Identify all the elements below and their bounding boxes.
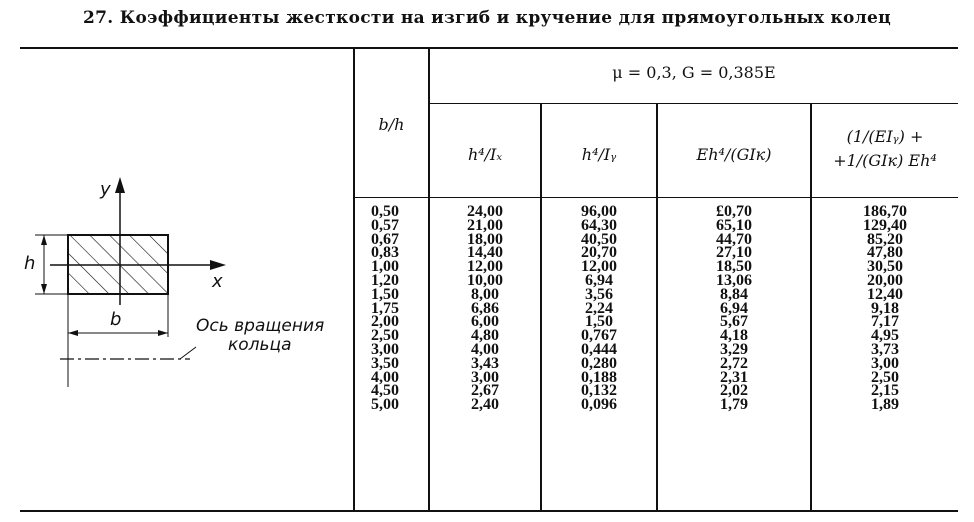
table-cell-c4: 2,15 [871, 382, 899, 400]
col4-header-line1: (1/(EIᵧ) + [846, 127, 924, 146]
table-cell-bh: 4,00 [371, 368, 399, 386]
b-label: b [110, 309, 122, 330]
table-cell-c1: 4,80 [471, 327, 499, 345]
ring-section-diagram [20, 47, 353, 512]
table-cell-c2: 20,70 [581, 244, 617, 262]
col2-values [542, 205, 656, 412]
section-rectangle [68, 235, 168, 294]
col4-header-line2: +1/(GIк) Eh⁴ [833, 151, 937, 170]
table-cell-c3: 1,79 [720, 396, 748, 414]
table-cell-bh: 0,67 [371, 230, 399, 248]
table-cell-bh: 2,00 [371, 313, 399, 331]
table-cell-c4: 186,70 [863, 203, 907, 220]
table-cell-c2: 0,096 [581, 396, 617, 414]
table-cell-c3: 27,10 [716, 244, 752, 262]
table-cell-c1: 8,00 [471, 285, 499, 303]
h-label: h [24, 253, 36, 274]
col1-header: h⁴/Iₓ [467, 145, 503, 164]
table-cell-c1: 10,00 [467, 271, 503, 289]
table-cell-bh: 1,00 [371, 258, 399, 276]
table-cell-c4: 9,18 [871, 299, 899, 317]
table-cell-c4: 30,50 [867, 258, 903, 276]
table-cell-c2: 0,767 [581, 327, 617, 345]
table-cell-c4: 12,40 [867, 285, 903, 303]
table-cell-bh: 1,75 [371, 299, 399, 317]
x-axis-label: x [212, 271, 223, 292]
table-cell-c2: 3,56 [585, 285, 613, 303]
table-cell-c1: 4,00 [471, 340, 499, 358]
params-header: μ = 0,3, G = 0,385E [612, 63, 776, 82]
table-cell-c4: 7,17 [871, 313, 899, 331]
bh-column [355, 205, 415, 412]
table-cell-c1: 24,00 [467, 203, 503, 220]
table-cell-bh: 1,50 [371, 285, 399, 303]
table-cell-c2: 64,30 [581, 216, 617, 234]
table-cell-c4: 3,00 [871, 354, 899, 372]
table-cell-c2: 0,188 [581, 368, 617, 386]
table-cell-c2: 0,280 [581, 354, 617, 372]
table-cell-bh: 5,00 [371, 396, 399, 414]
table-title: 27. Коэффициенты жесткости на изгиб и кручение для прямоугольных колец [83, 8, 891, 28]
table-cell-c3: 4,18 [720, 327, 748, 345]
table-cell-c1: 14,40 [467, 244, 503, 262]
table-cell-c2: 6,94 [585, 271, 613, 289]
table-cell-bh: 3,00 [371, 340, 399, 358]
table-cell-c4: 2,50 [871, 368, 899, 386]
table-frame [20, 47, 958, 512]
table-cell-c2: 0,444 [581, 340, 617, 358]
table-cell-c2: 1,50 [585, 313, 613, 331]
col1-values [430, 205, 540, 412]
table-cell-c4: 129,40 [863, 216, 907, 234]
table-cell-c3: 65,10 [716, 216, 752, 234]
table-cell-c3: 2,31 [720, 368, 748, 386]
table-cell-bh: 1,20 [371, 271, 399, 289]
table-cell-c2: 0,132 [581, 382, 617, 400]
rotation-axis-label-line2: кольца [228, 335, 292, 355]
table-cell-c1: 12,00 [467, 258, 503, 276]
col2-header: h⁴/Iᵧ [581, 145, 617, 164]
table-cell-c1: 18,00 [467, 230, 503, 248]
table-cell-c4: 1,89 [871, 396, 899, 414]
table-cell-c2: 96,00 [581, 203, 617, 220]
table-cell-c4: 85,20 [867, 230, 903, 248]
table-cell-c1: 6,86 [471, 299, 499, 317]
table-cell-bh: 3,50 [371, 354, 399, 372]
table-cell-c3: 13,06 [716, 271, 752, 289]
table-cell-bh: 0,57 [371, 216, 399, 234]
table-cell-c3: 5,67 [720, 313, 748, 331]
table-cell-c3: 2,02 [720, 382, 748, 400]
table-cell-c1: 2,40 [471, 396, 499, 414]
table-cell-c1: 6,00 [471, 313, 499, 331]
table-cell-c3: £0,70 [716, 203, 752, 220]
table-cell-c3: 8,84 [720, 285, 748, 303]
table-cell-c1: 2,67 [471, 382, 499, 400]
table-cell-bh: 0,50 [371, 203, 399, 220]
table-cell-c4: 4,95 [871, 327, 899, 345]
table-cell-c4: 3,73 [871, 340, 899, 358]
table-cell-c2: 2,24 [585, 299, 613, 317]
params-rule [428, 103, 958, 104]
col3-values [658, 205, 810, 412]
rotation-axis-label-line1: Ось вращения [196, 316, 325, 336]
table-cell-bh: 4,50 [371, 382, 399, 400]
y-axis-label: y [100, 179, 111, 200]
table-cell-c1: 3,43 [471, 354, 499, 372]
table-cell-c3: 44,70 [716, 230, 752, 248]
table-cell-bh: 0,83 [371, 244, 399, 262]
y-axis-arrow-icon [115, 177, 125, 193]
table-cell-bh: 2,50 [371, 327, 399, 345]
table-cell-c1: 21,00 [467, 216, 503, 234]
table-cell-c4: 20,00 [867, 271, 903, 289]
x-axis-arrow-icon [210, 260, 226, 270]
bh-header: b/h [378, 115, 405, 134]
header-rule [353, 197, 958, 198]
col4-values [812, 205, 958, 412]
table-cell-c2: 12,00 [581, 258, 617, 276]
col3-header: Eh⁴/(GIк) [696, 145, 772, 164]
table-cell-c4: 47,80 [867, 244, 903, 262]
table-cell-c3: 2,72 [720, 354, 748, 372]
table-cell-c3: 18,50 [716, 258, 752, 276]
table-cell-c3: 6,94 [720, 299, 748, 317]
table-cell-c3: 3,29 [720, 340, 748, 358]
table-cell-c1: 3,00 [471, 368, 499, 386]
table-cell-c2: 40,50 [581, 230, 617, 248]
